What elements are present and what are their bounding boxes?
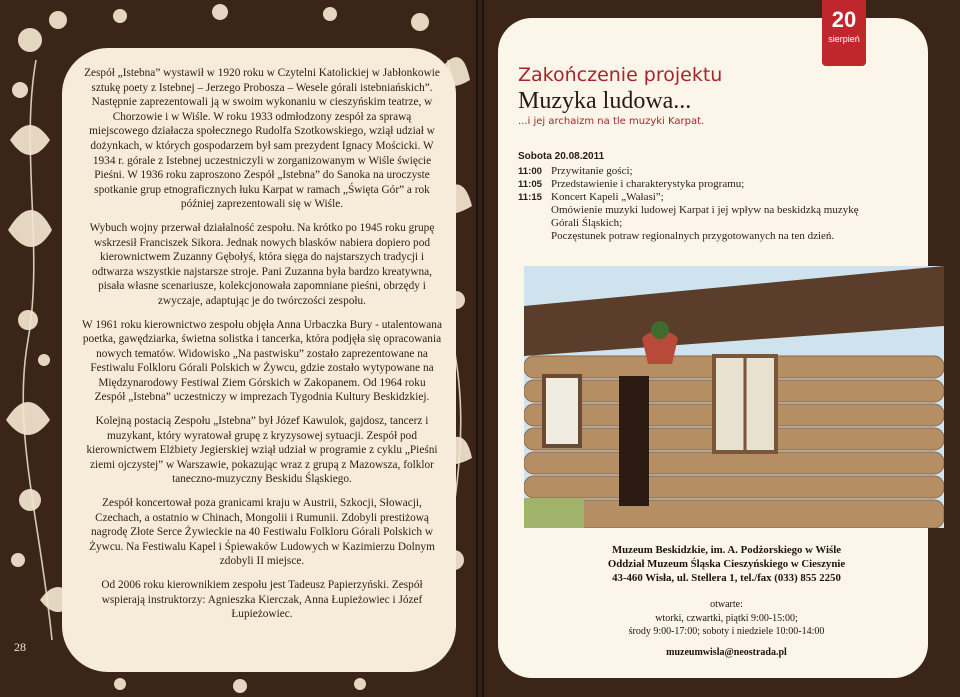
schedule-time: 11:05 <box>518 179 543 190</box>
paragraph: Od 2006 roku kierownikiem zespołu jest Tadeusz Papierzyński. Zespół wspierają instruktorzy: Agnieszka Kierczak, Anna Łupieżowiec i Józef Łupieżowiec. <box>101 579 423 621</box>
opening-hours <box>524 598 929 639</box>
left-page <box>0 0 476 697</box>
left-article <box>82 66 442 631</box>
museum-name: Muzeum Beskidzkie, im. A. Podżorskiego w Wiśle <box>611 544 842 556</box>
schedule-row <box>518 178 878 191</box>
book-spine <box>476 0 484 697</box>
museum-branch: Oddział Muzeum Śląska Cieszyńskiego w Cieszynie <box>607 558 846 570</box>
wooden-cottage-photo <box>524 266 944 528</box>
page-number: 28 <box>14 640 26 654</box>
schedule-desc: Omówienie muzyki ludowej Karpat i jej wpływ na beskidzką muzykę Górali Śląskich; <box>551 204 859 229</box>
schedule-row <box>518 230 878 243</box>
contact-email[interactable]: muzeumwisla@neostrada.pl <box>666 647 787 658</box>
schedule-row <box>518 204 878 230</box>
schedule-time <box>518 204 551 230</box>
paragraph: Wybuch wojny przerwał działalność zespołu. Na krótko po 1945 roku grupę wskrzesił Franciszek Sikora. Jednak nowych blasków nabiera dopiero pod kierownictwem Zuzanny Gębołyś, która sięga do najstarszych tradycji i odtwarza wszystkie najstarsze stroje. Pani Zuzanna była bardzo kreatywna, pisała własne scenariusze, kolekcjonowała zapomniane pieśni, obrzędy i zwyczaje, adaptując je do twórczości zespołu. <box>89 221 435 307</box>
event-date: Sobota 20.08.2011 <box>518 151 605 162</box>
paragraph: Kolejną postacią Zespołu „Istebna” był Józef Kawulok, gajdosz, tancerz i muzykant, który wyratował grupę z kryzysowej sytuacji. Zespół pod kierownictwem Elżbiety Jegierskiej wziął udział w programie z cyklu „Pieśni ziemi ojczystej” w Warszawie, pokazując wraz z grupą z Mazowsza, folklor taneczno-muzyczny Beskidu Śląskiego. <box>86 415 438 486</box>
paragraph: Zespół „Istebna” wystawił w 1920 roku w Czytelni Katolickiej w Jabłonkowie sztukę poety z Istebnej – Jerzego Probosza – Wesele górali istebniańskich”. Następnie zaprezentowali ją w swoim wykonaniu w cieszyńskim teatrze, w Chorzowie i w Wiśle. W roku 1933 odmłodzony zespół za sprawą miejscowego działacza społecznego Rudolfa Szotkowskiego, wziął udział w dożynkach, w których gospodarzem był sam prezydent Ignacy Mościcki. W 1934 r. górale z Istebnej uczestniczyli w zorganizowanym w Wiśle święcie Pieśni. W 1936 roku zaproszono Zespół „Istebna” do Sanoka na uroczyste spotkanie grup etnograficznych łuku Karpat w ramach „Święta Gór” a rok później zaprezentowali się w Wiśle. <box>84 67 440 211</box>
badge-day: 20 <box>831 7 857 32</box>
schedule-list <box>518 165 878 243</box>
schedule-time: 11:00 <box>518 166 543 177</box>
paragraph: W 1961 roku kierownictwo zespołu objęła Anna Urbaczka Bury - utalentowana poetka, gawędziarka, świetna solistka i tancerka, która podjęła się opracowania nowych tematów. Widowisko „Na pastwisku” zostało zaprezentowane na Festiwalu Folkloru Górali Polskich w Żywcu, gdzie zostało wytypowane na Międzynarodowy Festiwal Ziem Górskich w Zakopanem. Od 1964 roku Zespół „Istebna” uczestniczy w imprezach Tygodnia Kultury Beskidzkiej. <box>82 318 442 404</box>
schedule-time <box>518 230 551 243</box>
event-tagline: ...i jej archaizm na tle muzyki Karpat. <box>518 116 705 127</box>
hours-label: otwarte: <box>710 599 743 610</box>
schedule-time: 11:15 <box>518 192 543 203</box>
paragraph: Zespół koncertował poza granicami kraju w Austrii, Szkocji, Słowacji, Czechach, a ostatnio w Chinach, Mongolii i Rumunii. Zdobyli prestiżową nagrodę Złote Serce Żywieckie na 40 Festiwalu Folkloru Górali Polskich w Żywcu. Na Festiwalu Kapel i Śpiewaków Ludowych w Kazimierzu Dolnym zdobyli II miejsce. <box>89 497 435 568</box>
schedule-desc: Poczęstunek potraw regionalnych przygotowanych na ten dzień. <box>551 230 835 242</box>
schedule-desc: Przywitanie gości; <box>551 165 633 177</box>
right-page <box>484 0 960 697</box>
hours-line: środy 9:00-17:00; soboty i niedziele 10:00-14:00 <box>628 626 825 638</box>
badge-month: sierpień <box>828 34 860 44</box>
event-subtitle-title: Muzyka ludowa... <box>518 88 692 114</box>
hours-line: wtorki, czwartki, piątki 9:00-15:00; <box>655 612 798 624</box>
event-title: Zakończenie projektu <box>518 64 723 86</box>
museum-address: 43-460 Wisła, ul. Stellera 1, tel./fax (033) 855 2250 <box>612 572 841 584</box>
museum-info <box>524 543 929 585</box>
date-badge <box>822 0 866 66</box>
schedule-desc: Koncert Kapeli „Wałasi”; <box>551 191 664 203</box>
schedule-desc: Przedstawienie i charakterystyka programu; <box>551 178 745 190</box>
schedule-row <box>518 191 878 204</box>
schedule-row <box>518 165 878 178</box>
